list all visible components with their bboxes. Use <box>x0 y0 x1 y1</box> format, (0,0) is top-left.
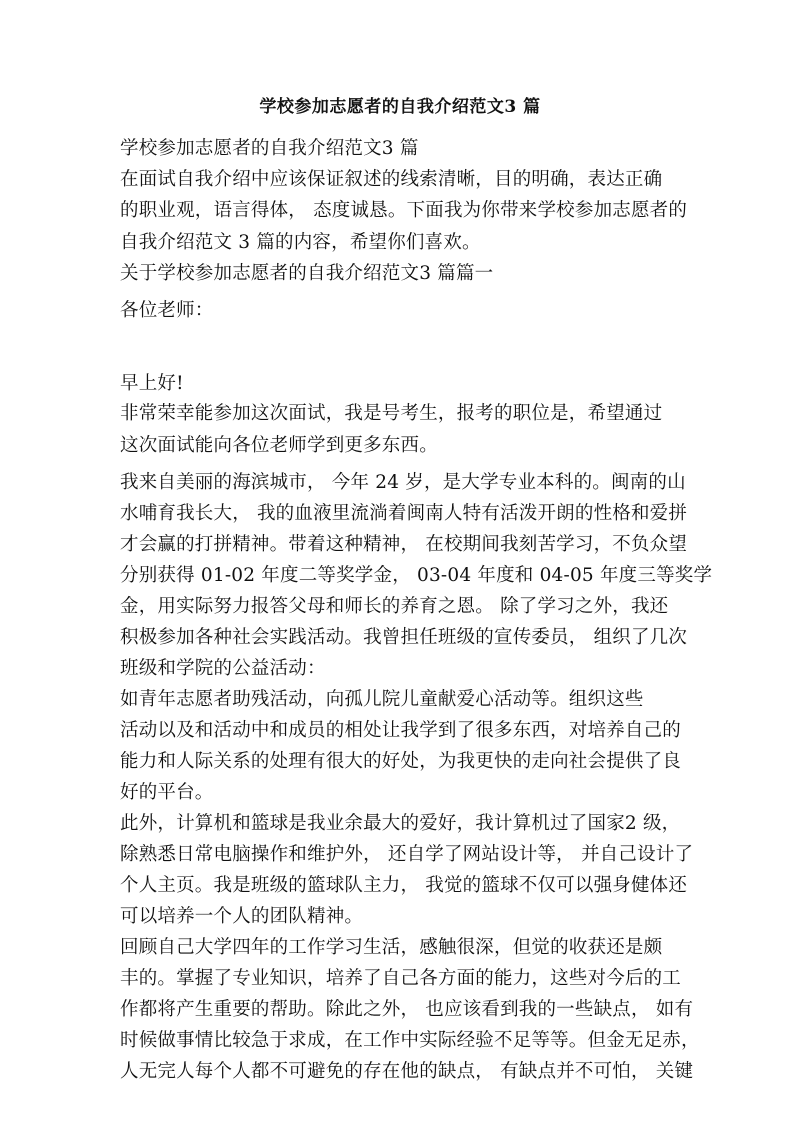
text-line: 才会赢的打拼精神。带着这种精神， 在校期间我刻苦学习，不负众望 <box>120 534 688 555</box>
text-line: 自我介绍范文 3 篇的内容，希望你们喜欢。 <box>120 232 481 253</box>
text-line: 学校参加志愿者的自我介绍范文3 篇 <box>120 138 419 159</box>
text-line: 人无完人每个人都不可避免的存在他的缺点， 有缺点并不可怕， 关键 <box>120 1061 694 1082</box>
text-line: 的职业观，语言得体， 态度诚恳。下面我为你带来学校参加志愿者的 <box>120 200 688 221</box>
text-line: 分别获得 01-02 年度二等奖学金， 03-04 年度和 04-05 年度三等奖学 <box>120 565 713 586</box>
text-line: 积极参加各种社会实践活动。我曾担任班级的宣传委员， 组织了几次 <box>120 627 688 648</box>
text-line: 丰的。掌握了专业知识，培养了自己各方面的能力，这些对今后的工 <box>120 968 682 989</box>
text-line: 水哺育我长大， 我的血液里流淌着闽南人特有活泼开朗的性格和爱拼 <box>120 503 688 524</box>
text-line: 回顾自己大学四年的工作学习生活，感触很深，但觉的收获还是颇 <box>120 937 663 958</box>
document-title: 学校参加志愿者的自我介绍范文3 篇 <box>259 97 541 117</box>
text-line: 可以培养一个人的团队精神。 <box>120 906 364 927</box>
text-line: 此外，计算机和篮球是我业余最大的爱好，我计算机过了国家2 级， <box>120 813 681 834</box>
text-line: 作都将产生重要的帮助。除此之外， 也应该看到我的一些缺点， 如有 <box>120 999 694 1020</box>
text-line: 我来自美丽的海滨城市， 今年 24 岁，是大学专业本科的。闽南的山 <box>120 472 686 493</box>
text-line: 金，用实际努力报答父母和师长的养育之恩。 除了学习之外，我还 <box>120 596 669 617</box>
text-line: 能力和人际关系的处理有很大的好处，为我更快的走向社会提供了良 <box>120 751 682 772</box>
text-line: 个人主页。我是班级的篮球队主力， 我觉的篮球不仅可以强身健体还 <box>120 875 688 896</box>
text-line: 活动以及和活动中和成员的相处让我学到了很多东西，对培养自己的 <box>120 720 682 741</box>
text-line: 班级和学院的公益活动： <box>120 658 326 679</box>
text-line: 关于学校参加志愿者的自我介绍范文3 篇篇一 <box>120 263 494 284</box>
text-line: 早上好! <box>120 373 184 394</box>
text-line: 各位老师： <box>120 300 214 321</box>
text-line: 非常荣幸能参加这次面试，我是号考生，报考的职位是，希望通过 <box>120 403 663 424</box>
text-line: 时候做事情比较急于求成，在工作中实际经验不足等等。但金无足赤， <box>120 1030 700 1051</box>
text-line: 这次面试能向各位老师学到更多东西。 <box>120 435 438 456</box>
text-line: 好的平台。 <box>120 782 214 803</box>
text-line: 如青年志愿者助残活动，向孤儿院儿童献爱心活动等。组织这些 <box>120 689 644 710</box>
text-line: 在面试自我介绍中应该保证叙述的线索清晰，目的明确，表达正确 <box>120 169 663 190</box>
text-line: 除熟悉日常电脑操作和维护外， 还自学了网站设计等， 并自己设计了 <box>120 844 694 865</box>
